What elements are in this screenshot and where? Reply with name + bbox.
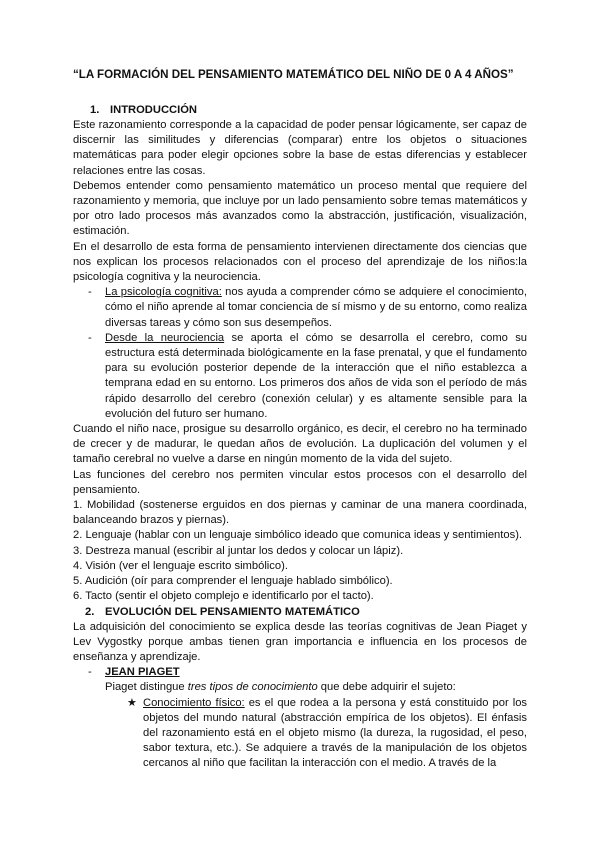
function-item: 1. Mobilidad (sostenerse erguidos en dos piernas y caminar de una manera coordinada, balanceando brazos y piernas). (73, 499, 527, 527)
bullet-term: La psicología cognitiva: (105, 286, 222, 299)
evolution-paragraph: La adquisición del conocimiento se explica desde las teorías cognitivas de Jean Piaget y Lev Vygostky porque ambas tienen gran importancia e influencia en los procesos de enseñanza y aprendizaje. (73, 620, 527, 663)
piaget-intro-emphasis: tres tipos de conocimiento (187, 681, 318, 694)
bullet-psicologia (73, 285, 527, 331)
bullet-dash: - (88, 286, 92, 299)
document-title: “LA FORMACIÓN DEL PENSAMIENTO MATEMÁTICO DEL NIÑO DE 0 A 4 AÑOS” (73, 68, 514, 81)
section-number: 1. (90, 104, 100, 116)
knowledge-item-fisico (73, 696, 527, 772)
function-item: 5. Audición (oír para comprender el lenguaje hablado simbólico). (73, 575, 393, 588)
piaget-intro-post: que debe adquirir el sujeto: (317, 681, 456, 694)
section-heading-introduccion (73, 103, 527, 118)
piaget-intro (73, 680, 527, 695)
document-page (73, 67, 527, 772)
section-number: 2. (85, 605, 95, 618)
function-item: 3. Destreza manual (escribir al juntar los dedos y colocar un lápiz). (73, 544, 404, 557)
intro-paragraph-2: Debemos entender como pensamiento matemático un proceso mental que requiere del razonamiento y memoria, que incluye por un lado pensamiento sobre temas matemáticos y por otro lado procesos más avanzados como la abstracción, justificación, visualización, estimación. (73, 179, 527, 238)
bullet-dash: - (88, 666, 92, 679)
function-item: 2. Lenguaje (hablar con un lenguaje simbólico ideado que comunica ideas y sentimientos). (73, 529, 523, 542)
function-item: 6. Tacto (sentir el objeto complejo e identificarlo por el tacto). (73, 590, 374, 603)
section-heading-evolucion (73, 605, 527, 620)
section-heading-text: INTRODUCCIÓN (110, 104, 198, 116)
function-item: 4. Visión (ver el lenguaje escrito simbólico). (73, 559, 288, 572)
bullet-neurociencia (73, 331, 527, 422)
section-heading-text: EVOLUCIÓN DEL PENSAMIENTO MATEMÁTICO (105, 605, 360, 618)
bullet-text: nos ayuda a comprender cómo se adquiere el conocimiento, cómo el niño aprende al tomar conciencia de sí mismo y de su entorno, como realiza diversas tareas y cómo son sus desempeños. (105, 286, 527, 329)
bullet-dash: - (88, 331, 92, 344)
intro-paragraph-1: Este razonamiento corresponde a la capacidad de poder pensar lógicamente, ser capaz de discernir las similitudes y diferencias (comparar) entre los objetos o situaciones matemáticas para poder elegir opciones sobre la base de estas diferencias y establecer relaciones entre las cosas. (73, 119, 527, 177)
piaget-intro-pre: Piaget distingue (105, 681, 188, 694)
piaget-heading (73, 665, 527, 680)
knowledge-term: Conocimiento físico: (143, 696, 245, 709)
bullet-term: Desde la neurociencia (105, 331, 225, 344)
bullet-text: se aporta el cómo se desarrolla el cerebro, como su estructura está determinada biológicamente en la fase prenatal, y que el fundamento para su evolución posterior depende de la interacción que el niño establezca a temprana edad en su entorno. Los primeros dos años de vida son el período de más rápido desarrollo del cerebro (conexión celular) y es altamente sensible para la evolución del futuro ser humano. (105, 331, 528, 420)
intro-paragraph-3: En el desarrollo de esta forma de pensamiento intervienen directamente dos ciencias que nos explican los procesos relacionados con el proceso del aprendizaje de los niños:la psicología cognitiva y la neurociencia. (73, 240, 527, 284)
brain-paragraph-2: Las funciones del cerebro nos permiten vincular estos procesos con el desarrollo del pensamiento. (73, 468, 527, 496)
knowledge-text: es el que rodea a la persona y está constituido por los objetos del mundo natural (abstracción empírica de los objetos). El énfasis del razonamiento está en el objeto mismo (la dureza, la rugosidad, el peso, sabor textura, etc.). Se adquiere a través de la manipulación de los objetos cercanos al niño que facilitan la interacción con el medio. A través de la (143, 696, 528, 770)
star-icon: ★ (127, 696, 138, 709)
brain-paragraph-1: Cuando el niño nace, prosigue su desarrollo orgánico, es decir, el cerebro no ha terminado de crecer y de madurar, le quedan años de evolución. La duplicación del volumen y el tamaño cerebral no vuelve a darse en ningún momento de la vida del sujeto. (73, 423, 527, 466)
piaget-name: JEAN PIAGET (105, 666, 180, 679)
